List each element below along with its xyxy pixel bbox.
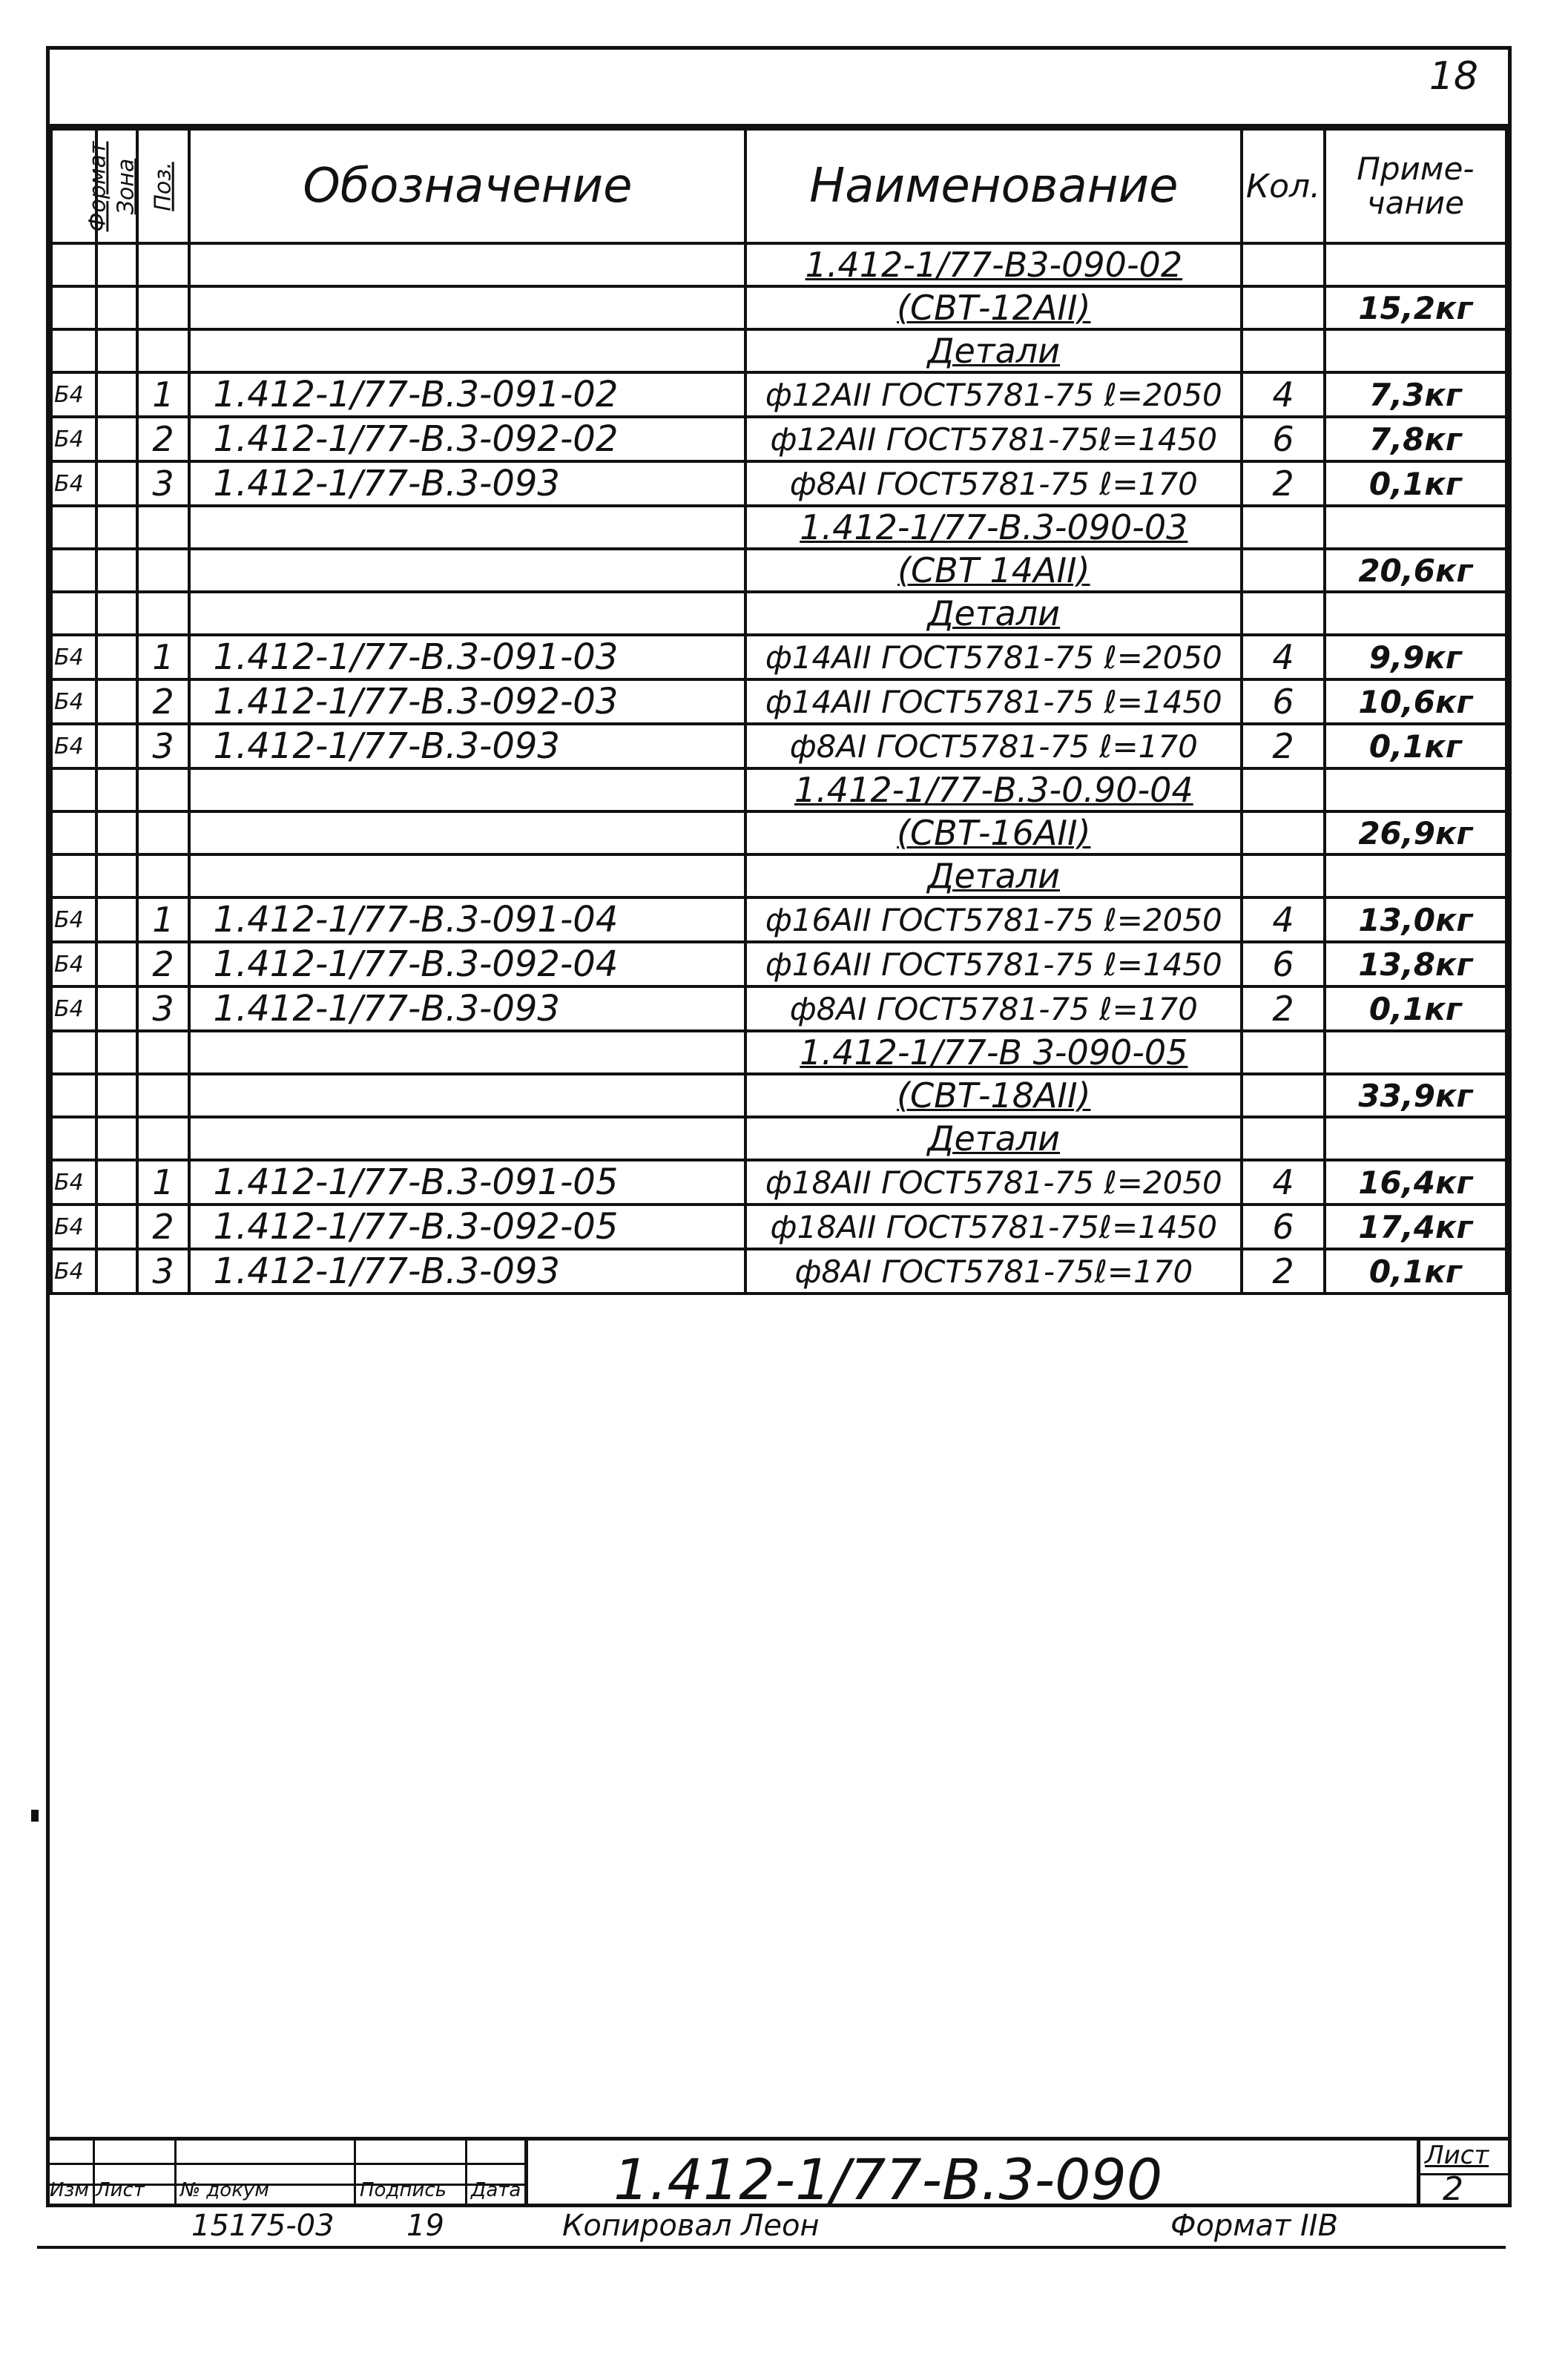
table-row	[51, 768, 1506, 811]
header-qty: Кол.	[1242, 129, 1324, 243]
table-row	[51, 549, 1506, 592]
table-row	[51, 811, 1506, 854]
row-note	[1325, 506, 1506, 549]
row-position	[137, 1074, 190, 1117]
row-name: ф8АI ГОСТ5781-75 ℓ=170	[745, 461, 1242, 506]
row-zone	[96, 1031, 137, 1074]
margin-mark	[31, 1810, 39, 1822]
row-name: ф8АI ГОСТ5781-75ℓ=170	[745, 1249, 1242, 1294]
row-position: 1	[137, 372, 190, 417]
row-zone	[96, 1205, 137, 1249]
table-row	[51, 417, 1506, 461]
signature-label: Подпись	[360, 2179, 447, 2201]
row-name	[745, 549, 1242, 592]
row-format: Б4	[51, 942, 96, 986]
row-zone	[96, 897, 137, 942]
bottom-rule	[37, 2246, 1506, 2249]
row-designation: 1.412-1/77-В.3-091-03	[189, 635, 745, 679]
header-format: Формат	[51, 129, 96, 243]
row-position: 3	[137, 1249, 190, 1294]
row-quantity	[1242, 854, 1324, 897]
row-note	[1325, 329, 1506, 372]
row-name-text: (СВТ-12АII)	[897, 288, 1091, 328]
row-designation: 1.412-1/77-В.3-092-02	[189, 417, 745, 461]
row-name	[745, 1074, 1242, 1117]
row-name	[745, 329, 1242, 372]
sheet-box	[1417, 2141, 1508, 2207]
row-position	[137, 243, 190, 286]
table-row	[51, 329, 1506, 372]
row-zone	[96, 811, 137, 854]
row-note: 0,1кг	[1325, 461, 1506, 506]
row-position	[137, 592, 190, 635]
row-name: ф16АII ГОСТ5781-75 ℓ=1450	[745, 942, 1242, 986]
row-position	[137, 1117, 190, 1160]
row-designation	[189, 768, 745, 811]
row-note: 26,9кг	[1325, 811, 1506, 854]
row-designation	[189, 592, 745, 635]
sheet-number: 2	[1443, 2170, 1463, 2208]
row-designation: 1.412-1/77-В.3-093	[189, 461, 745, 506]
row-name-text: (СВТ 14АII)	[897, 550, 1090, 590]
row-quantity	[1242, 243, 1324, 286]
row-designation	[189, 506, 745, 549]
row-format	[51, 592, 96, 635]
row-note: 7,8кг	[1325, 417, 1506, 461]
row-quantity	[1242, 592, 1324, 635]
row-designation	[189, 854, 745, 897]
row-designation	[189, 549, 745, 592]
date-label: Дата	[471, 2179, 521, 2201]
row-note: 7,3кг	[1325, 372, 1506, 417]
row-position	[137, 811, 190, 854]
row-quantity: 2	[1242, 986, 1324, 1031]
row-name: ф18АII ГОСТ5781-75ℓ=1450	[745, 1205, 1242, 1249]
row-designation	[189, 1074, 745, 1117]
row-zone	[96, 724, 137, 768]
row-name: ф14АII ГОСТ5781-75 ℓ=1450	[745, 679, 1242, 724]
row-name	[745, 1031, 1242, 1074]
page-number: 18	[1429, 54, 1478, 99]
row-note: 9,9кг	[1325, 635, 1506, 679]
row-note: 0,1кг	[1325, 1249, 1506, 1294]
row-quantity: 4	[1242, 635, 1324, 679]
title-block	[50, 2137, 1508, 2212]
row-designation: 1.412-1/77-В.3-092-04	[189, 942, 745, 986]
row-format: Б4	[51, 1205, 96, 1249]
row-position	[137, 768, 190, 811]
row-name	[745, 506, 1242, 549]
row-format: Б4	[51, 986, 96, 1031]
row-name: ф12АII ГОСТ5781-75 ℓ=2050	[745, 372, 1242, 417]
row-name-text: (СВТ-16АII)	[897, 813, 1091, 853]
row-name	[745, 811, 1242, 854]
row-name	[745, 592, 1242, 635]
row-designation	[189, 329, 745, 372]
row-name-text: 1.412-1/77-В.3-090-03	[800, 507, 1188, 547]
table-row	[51, 897, 1506, 942]
row-name	[745, 286, 1242, 329]
sheet-label: Лист	[1425, 2141, 1489, 2170]
row-zone	[96, 243, 137, 286]
row-position: 3	[137, 724, 190, 768]
row-designation	[189, 286, 745, 329]
row-name	[745, 243, 1242, 286]
row-format: Б4	[51, 1249, 96, 1294]
row-note: 0,1кг	[1325, 986, 1506, 1031]
row-designation	[189, 811, 745, 854]
table-row	[51, 986, 1506, 1031]
table-row	[51, 461, 1506, 506]
row-format	[51, 1074, 96, 1117]
row-note: 13,8кг	[1325, 942, 1506, 986]
row-name-text: Детали	[927, 856, 1061, 896]
table-header-row	[51, 129, 1506, 243]
row-note: 15,2кг	[1325, 286, 1506, 329]
table-row	[51, 1074, 1506, 1117]
row-format	[51, 506, 96, 549]
table-row	[51, 942, 1506, 986]
row-position: 3	[137, 461, 190, 506]
row-format: Б4	[51, 417, 96, 461]
row-format	[51, 854, 96, 897]
row-quantity: 6	[1242, 679, 1324, 724]
table-row	[51, 372, 1506, 417]
row-format	[51, 811, 96, 854]
row-zone	[96, 679, 137, 724]
row-note	[1325, 854, 1506, 897]
row-zone	[96, 1074, 137, 1117]
row-quantity	[1242, 549, 1324, 592]
row-name	[745, 1117, 1242, 1160]
row-name-text: (СВТ-18АII)	[897, 1075, 1091, 1116]
table-row	[51, 1117, 1506, 1160]
inventory-number: 15175-03	[191, 2209, 335, 2243]
row-note	[1325, 592, 1506, 635]
row-zone	[96, 372, 137, 417]
row-quantity: 2	[1242, 1249, 1324, 1294]
row-zone	[96, 1117, 137, 1160]
table-row	[51, 635, 1506, 679]
row-position: 2	[137, 942, 190, 986]
row-quantity	[1242, 1117, 1324, 1160]
row-position: 2	[137, 1205, 190, 1249]
row-zone	[96, 768, 137, 811]
row-format: Б4	[51, 897, 96, 942]
table-row	[51, 286, 1506, 329]
row-position: 1	[137, 897, 190, 942]
row-note	[1325, 243, 1506, 286]
row-zone	[96, 286, 137, 329]
drawing-sheet	[46, 46, 1512, 2212]
document-code: 1.412-1/77-В.3-090	[613, 2146, 1163, 2212]
row-format	[51, 286, 96, 329]
row-zone	[96, 592, 137, 635]
table-row	[51, 592, 1506, 635]
row-zone	[96, 986, 137, 1031]
table-row	[51, 1160, 1506, 1205]
row-note	[1325, 1117, 1506, 1160]
table-body	[51, 243, 1506, 1294]
row-zone	[96, 854, 137, 897]
row-note: 13,0кг	[1325, 897, 1506, 942]
row-position: 2	[137, 417, 190, 461]
header-pos: Поз.	[137, 129, 190, 243]
row-quantity: 4	[1242, 1160, 1324, 1205]
row-note	[1325, 1031, 1506, 1074]
row-note: 33,9кг	[1325, 1074, 1506, 1117]
header-zone: Зона	[96, 129, 137, 243]
header-name: Наименование	[745, 129, 1242, 243]
revision-grid	[50, 2141, 528, 2207]
row-quantity: 2	[1242, 461, 1324, 506]
row-zone	[96, 1160, 137, 1205]
row-format	[51, 243, 96, 286]
row-zone	[96, 942, 137, 986]
row-format: Б4	[51, 679, 96, 724]
row-name-text: 1.412-1/77-В 3-090-05	[800, 1032, 1188, 1072]
row-name: ф18АII ГОСТ5781-75 ℓ=2050	[745, 1160, 1242, 1205]
row-designation: 1.412-1/77-В.3-092-05	[189, 1205, 745, 1249]
row-name	[745, 768, 1242, 811]
row-name: ф14АII ГОСТ5781-75 ℓ=2050	[745, 635, 1242, 679]
specification-table	[50, 128, 1508, 1295]
row-zone	[96, 506, 137, 549]
row-note: 10,6кг	[1325, 679, 1506, 724]
row-designation	[189, 243, 745, 286]
row-note	[1325, 768, 1506, 811]
row-designation: 1.412-1/77-В.3-093	[189, 986, 745, 1031]
row-format: Б4	[51, 635, 96, 679]
row-designation: 1.412-1/77-В.3-091-04	[189, 897, 745, 942]
row-designation: 1.412-1/77-В.3-093	[189, 724, 745, 768]
row-designation	[189, 1117, 745, 1160]
row-name-text: 1.412-1/77-В3-090-02	[805, 245, 1183, 285]
table-row	[51, 679, 1506, 724]
doc-number-label: № докум	[180, 2179, 269, 2201]
row-note: 17,4кг	[1325, 1205, 1506, 1249]
row-note: 16,4кг	[1325, 1160, 1506, 1205]
row-zone	[96, 549, 137, 592]
revision-label: Изм	[50, 2179, 89, 2201]
row-quantity: 4	[1242, 897, 1324, 942]
row-quantity	[1242, 329, 1324, 372]
row-position	[137, 286, 190, 329]
row-position	[137, 549, 190, 592]
copied-by: Копировал Леон	[562, 2209, 820, 2243]
row-designation: 1.412-1/77-В.3-091-05	[189, 1160, 745, 1205]
row-format	[51, 329, 96, 372]
table-row	[51, 506, 1506, 549]
row-designation: 1.412-1/77-В.3-091-02	[189, 372, 745, 417]
row-format: Б4	[51, 372, 96, 417]
row-zone	[96, 635, 137, 679]
row-note: 20,6кг	[1325, 549, 1506, 592]
row-format	[51, 1117, 96, 1160]
row-note: 0,1кг	[1325, 724, 1506, 768]
row-quantity	[1242, 1031, 1324, 1074]
row-quantity	[1242, 811, 1324, 854]
table-row	[51, 854, 1506, 897]
row-name: ф12АII ГОСТ5781-75ℓ=1450	[745, 417, 1242, 461]
row-zone	[96, 1249, 137, 1294]
row-quantity: 6	[1242, 417, 1324, 461]
row-name-text: Детали	[927, 331, 1061, 371]
row-quantity: 6	[1242, 1205, 1324, 1249]
format-label: Формат IIВ	[1170, 2209, 1339, 2243]
row-designation: 1.412-1/77-В.3-092-03	[189, 679, 745, 724]
header-designation: Обозначение	[189, 129, 745, 243]
table-row	[51, 1031, 1506, 1074]
row-zone	[96, 461, 137, 506]
row-format: Б4	[51, 1160, 96, 1205]
row-quantity: 6	[1242, 942, 1324, 986]
row-zone	[96, 329, 137, 372]
row-designation	[189, 1031, 745, 1074]
row-position: 1	[137, 1160, 190, 1205]
row-quantity	[1242, 1074, 1324, 1117]
row-name: ф16АII ГОСТ5781-75 ℓ=2050	[745, 897, 1242, 942]
row-quantity	[1242, 768, 1324, 811]
row-designation: 1.412-1/77-В.3-093	[189, 1249, 745, 1294]
sheet-col-label: Лист	[96, 2179, 145, 2201]
row-position	[137, 854, 190, 897]
inventory-sheet: 19	[406, 2209, 444, 2243]
row-position	[137, 1031, 190, 1074]
row-quantity	[1242, 286, 1324, 329]
row-position	[137, 506, 190, 549]
row-zone	[96, 417, 137, 461]
row-name-text: Детали	[927, 1118, 1061, 1159]
row-name	[745, 854, 1242, 897]
row-format: Б4	[51, 724, 96, 768]
table-row	[51, 1249, 1506, 1294]
row-format	[51, 549, 96, 592]
table-row	[51, 724, 1506, 768]
row-position: 3	[137, 986, 190, 1031]
row-name: ф8АI ГОСТ5781-75 ℓ=170	[745, 724, 1242, 768]
row-quantity: 4	[1242, 372, 1324, 417]
row-position: 1	[137, 635, 190, 679]
table-row	[51, 1205, 1506, 1249]
row-quantity: 2	[1242, 724, 1324, 768]
row-format: Б4	[51, 461, 96, 506]
row-format	[51, 1031, 96, 1074]
table-row	[51, 243, 1506, 286]
row-name: ф8АI ГОСТ5781-75 ℓ=170	[745, 986, 1242, 1031]
row-format	[51, 768, 96, 811]
row-name-text: 1.412-1/77-В.3-0.90-04	[794, 770, 1193, 810]
header-note: Приме-чание	[1325, 129, 1506, 243]
row-position: 2	[137, 679, 190, 724]
row-quantity	[1242, 506, 1324, 549]
row-position	[137, 329, 190, 372]
row-name-text: Детали	[927, 593, 1061, 633]
